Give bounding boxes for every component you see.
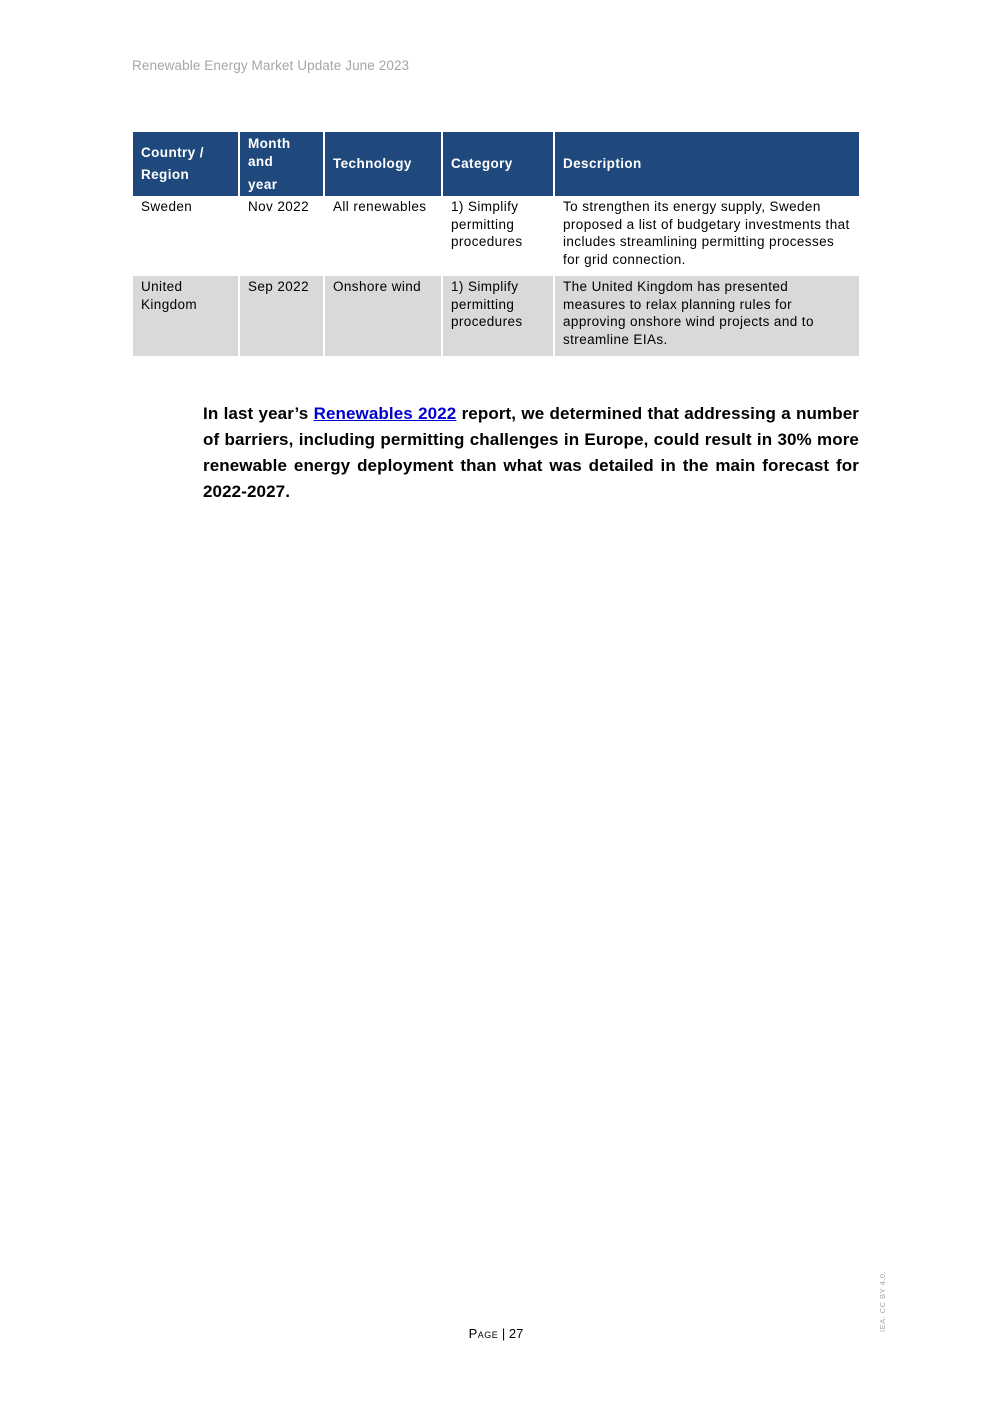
renewables-2022-link[interactable]: Renewables 2022 (313, 404, 457, 423)
column-header-month-line3: year (248, 176, 278, 192)
page-footer (0, 1326, 992, 1341)
column-header-month-line2: and (248, 153, 274, 169)
column-header-description: Description (554, 132, 859, 196)
cell-description: To strengthen its energy supply, Sweden proposed a list of budgetary investments that includes streamlining permitting processes for grid connection. (554, 196, 859, 276)
policy-measures-table (133, 132, 860, 356)
cell-category: 1) Simplify permitting procedures (442, 276, 554, 356)
cell-technology: Onshore wind (324, 276, 442, 356)
column-header-month (239, 132, 324, 196)
body-paragraph (203, 401, 859, 505)
page-label: Page (468, 1326, 499, 1341)
cell-date: Nov 2022 (239, 196, 324, 276)
running-header: Renewable Energy Market Update June 2023 (132, 58, 410, 73)
column-header-technology: Technology (324, 132, 442, 196)
paragraph-body-text: report, we determined that addressing a number of barriers, including permitting challenges in Europe, could result in 30% more renewable energy deployment than what was detailed in the main forecast for 2022-2027. (203, 404, 859, 501)
paragraph-lead-text: In last year’s (203, 404, 314, 423)
cell-category: 1) Simplify permitting procedures (442, 196, 554, 276)
cell-description: The United Kingdom has presented measures to relax planning rules for approving onshore wind projects and to streamline EIAs. (554, 276, 859, 356)
license-watermark: IEA. CC BY 4.0. (878, 1270, 887, 1332)
cell-technology: All renewables (324, 196, 442, 276)
page-number: 27 (508, 1326, 524, 1341)
cell-country: United Kingdom (133, 276, 239, 356)
column-header-country-line1: Country / (141, 145, 204, 160)
table-header-row (133, 132, 859, 196)
table-row (133, 276, 859, 356)
column-header-country (133, 132, 239, 196)
page-separator: | (498, 1326, 509, 1341)
cell-date: Sep 2022 (239, 276, 324, 356)
column-header-category: Category (442, 132, 554, 196)
column-header-month-line1: Month (248, 135, 291, 151)
table-row (133, 196, 859, 276)
column-header-country-line2: Region (141, 167, 190, 182)
cell-country: Sweden (133, 196, 239, 276)
